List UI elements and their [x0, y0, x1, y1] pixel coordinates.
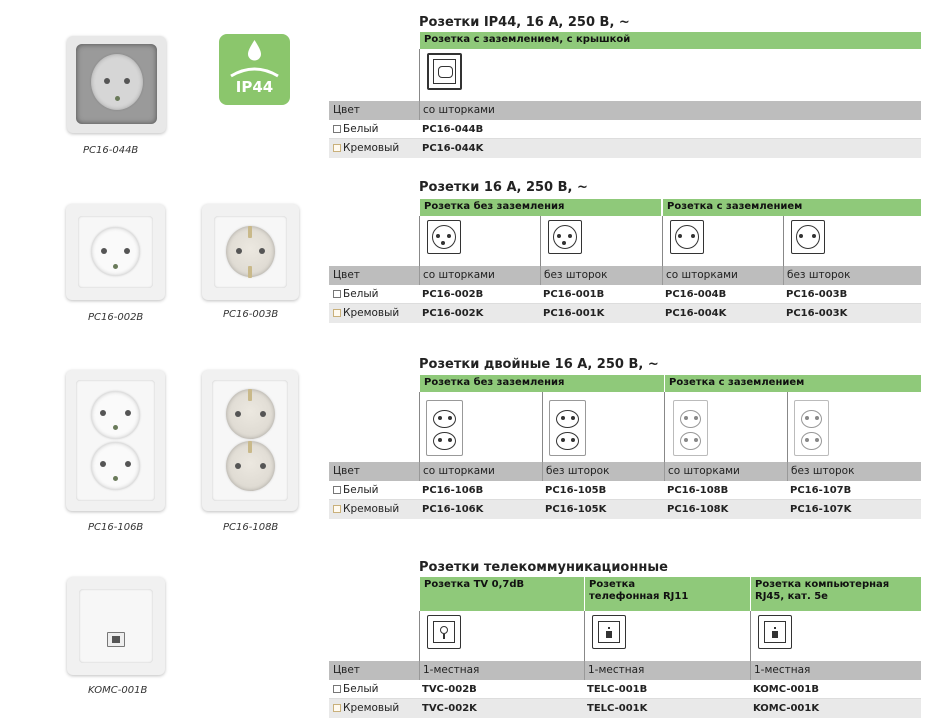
tv-socket-icon [427, 615, 461, 649]
color-white-label: Белый [329, 120, 379, 139]
color-label: Цвет [333, 664, 360, 676]
ground-clip [248, 226, 252, 238]
product-code: KOMC-001K [753, 703, 820, 714]
color-header-row [329, 661, 921, 680]
ground-clip [248, 266, 252, 278]
icon-cell [419, 49, 420, 101]
icon-cell [540, 216, 541, 266]
product-code: PC16-004B [665, 289, 727, 300]
product-code: PC16-107K [790, 504, 852, 515]
table-row-cream [329, 304, 921, 323]
color-white-label: Белый [329, 680, 379, 699]
double-socket-grounded-icon [794, 400, 829, 456]
caption-komc-001b: KOMC-001B [88, 685, 148, 696]
color-cream-label: Кремовый [329, 500, 399, 519]
socket-icon [548, 220, 582, 254]
product-code: PC16-044B [422, 124, 484, 135]
product-code: PC16-001B [543, 289, 605, 300]
icon-cell [419, 611, 420, 661]
caption-pc16-002b: PC16-002B [88, 312, 144, 323]
variant-label: 1-местная [750, 661, 810, 680]
color-header-row [329, 101, 921, 120]
color-white-label: Белый [329, 481, 379, 500]
rj45-port [107, 632, 125, 647]
section-title-16a: Розетки 16 А, 250 В, ~ [419, 180, 588, 195]
color-header-row [329, 462, 921, 481]
socket-face [91, 54, 143, 110]
product-code: PC16-105K [545, 504, 607, 515]
icon-cell [662, 216, 663, 266]
socket-plate [79, 589, 154, 664]
product-code: PC16-003K [786, 308, 848, 319]
color-cream-label: Кремовый [329, 304, 399, 323]
product-photo-komc-001b [67, 577, 165, 675]
socket-face-bottom [91, 442, 140, 490]
group-header-ungrounded: Розетка без заземления [419, 199, 661, 216]
caption-pc16-106b: PC16-106B [88, 522, 144, 533]
icon-cell [787, 392, 788, 462]
computer-socket-icon [758, 615, 792, 649]
icon-cell [419, 392, 420, 462]
socket-pin [113, 264, 118, 269]
product-code: TELC-001K [587, 703, 648, 714]
socket-pin [101, 248, 107, 254]
socket-pin [125, 461, 131, 467]
product-code: TVC-002B [422, 684, 477, 695]
variant-label: со шторками [664, 462, 740, 481]
socket-lid-icon [427, 53, 462, 90]
caption-pc16-044b: PC16-044B [83, 145, 139, 156]
product-code: PC16-004K [665, 308, 727, 319]
group-header-grounded: Розетка с заземлением [664, 375, 921, 392]
variant-label: 1-местная [419, 661, 479, 680]
color-cream-label: Кремовый [329, 139, 399, 158]
table-row-white [329, 680, 921, 699]
checkbox-icon [333, 685, 341, 693]
product-code: PC16-107B [790, 485, 852, 496]
socket-pin [124, 78, 130, 84]
group-header-ungrounded: Розетка без заземления [419, 375, 664, 392]
socket-pin [104, 78, 110, 84]
socket-pin [113, 425, 118, 430]
variant-label: без шторок [540, 266, 607, 285]
ground-clip [248, 441, 252, 453]
icon-cell [783, 216, 784, 266]
group-header-tv: Розетка TV 0,7dB [419, 577, 584, 611]
ip44-badge [219, 34, 290, 105]
group-header-grounded: Розетка с заземлением [662, 199, 921, 216]
socket-pin [125, 410, 131, 416]
product-code: TELC-001B [587, 684, 648, 695]
variant-label: со шторками [662, 266, 738, 285]
checkbox-icon [333, 505, 341, 513]
table-row-white [329, 285, 921, 304]
product-photo-pc16-044b [67, 36, 166, 133]
variant-label: без шторок [787, 462, 854, 481]
ground-clip [248, 389, 252, 401]
color-white-label: Белый [329, 285, 379, 304]
socket-face-top [91, 391, 140, 439]
ip44-label: IP44 [235, 78, 274, 96]
double-socket-grounded-icon [673, 400, 708, 456]
socket-pin [115, 96, 120, 101]
color-label: Цвет [333, 465, 360, 477]
variant-label: без шторок [783, 266, 850, 285]
section-title-ip44: Розетки IP44, 16 А, 250 В, ~ [419, 15, 630, 30]
product-photo-pc16-003b [202, 204, 299, 300]
product-code: PC16-108K [667, 504, 729, 515]
phone-socket-icon [592, 615, 626, 649]
icon-cell [542, 392, 543, 462]
icon-cell [750, 611, 751, 661]
socket-pin [100, 461, 106, 467]
socket-pin [260, 411, 266, 417]
product-code: PC16-002K [422, 308, 484, 319]
socket-pin [124, 248, 130, 254]
socket-grounded-icon [670, 220, 704, 254]
socket-grounded-icon [791, 220, 825, 254]
product-code: PC16-108B [667, 485, 729, 496]
socket-pin [235, 463, 241, 469]
product-photo-pc16-002b [66, 204, 165, 300]
product-code: PC16-001K [543, 308, 605, 319]
product-code: TVC-002K [422, 703, 477, 714]
socket-pin [235, 411, 241, 417]
group-header-phone: Розетка телефонная RJ11 [584, 577, 750, 611]
icon-cell [664, 392, 665, 462]
double-socket-icon [426, 400, 463, 456]
socket-icon [427, 220, 461, 254]
product-code: PC16-105B [545, 485, 607, 496]
product-code: PC16-003B [786, 289, 848, 300]
checkbox-icon [333, 309, 341, 317]
caption-pc16-108b: PC16-108B [223, 522, 279, 533]
group-header-grounded-lid: Розетка с заземлением, с крышкой [419, 32, 921, 49]
variant-label: со шторками [419, 462, 495, 481]
caption-pc16-003b: PC16-003B [223, 309, 279, 320]
section-title-telecom: Розетки телекоммуникационные [419, 560, 668, 575]
variant-label: со шторками [419, 266, 495, 285]
checkbox-icon [333, 290, 341, 298]
table-row-white [329, 481, 921, 500]
product-photo-pc16-106b [66, 370, 165, 511]
socket-pin [236, 248, 242, 254]
icon-cell [584, 611, 585, 661]
product-code: PC16-106B [422, 485, 484, 496]
variant-label: 1-местная [584, 661, 644, 680]
color-label: Цвет [333, 269, 360, 281]
product-code: PC16-106K [422, 504, 484, 515]
variant-label: без шторок [542, 462, 609, 481]
socket-pin [113, 476, 118, 481]
variant-label: со шторками [419, 101, 495, 120]
socket-pin [100, 410, 106, 416]
checkbox-icon [333, 144, 341, 152]
checkbox-icon [333, 704, 341, 712]
section-title-double: Розетки двойные 16 А, 250 В, ~ [419, 357, 659, 372]
product-code: KOMC-001B [753, 684, 819, 695]
product-code: PC16-002B [422, 289, 484, 300]
water-drop-icon [219, 34, 290, 80]
socket-pin [260, 463, 266, 469]
group-header-computer: Розетка компьютерная RJ45, кат. 5е [750, 577, 921, 611]
product-photo-pc16-108b [202, 370, 298, 511]
icon-cell [419, 216, 420, 266]
color-cream-label: Кремовый [329, 699, 399, 718]
color-label: Цвет [333, 104, 360, 116]
color-header-row [329, 266, 921, 285]
checkbox-icon [333, 486, 341, 494]
product-code: PC16-044K [422, 143, 484, 154]
table-row-white [329, 120, 921, 139]
table-row-cream [329, 699, 921, 718]
table-row-cream [329, 500, 921, 519]
socket-pin [259, 248, 265, 254]
double-socket-icon [549, 400, 586, 456]
table-row-cream [329, 139, 921, 158]
checkbox-icon [333, 125, 341, 133]
